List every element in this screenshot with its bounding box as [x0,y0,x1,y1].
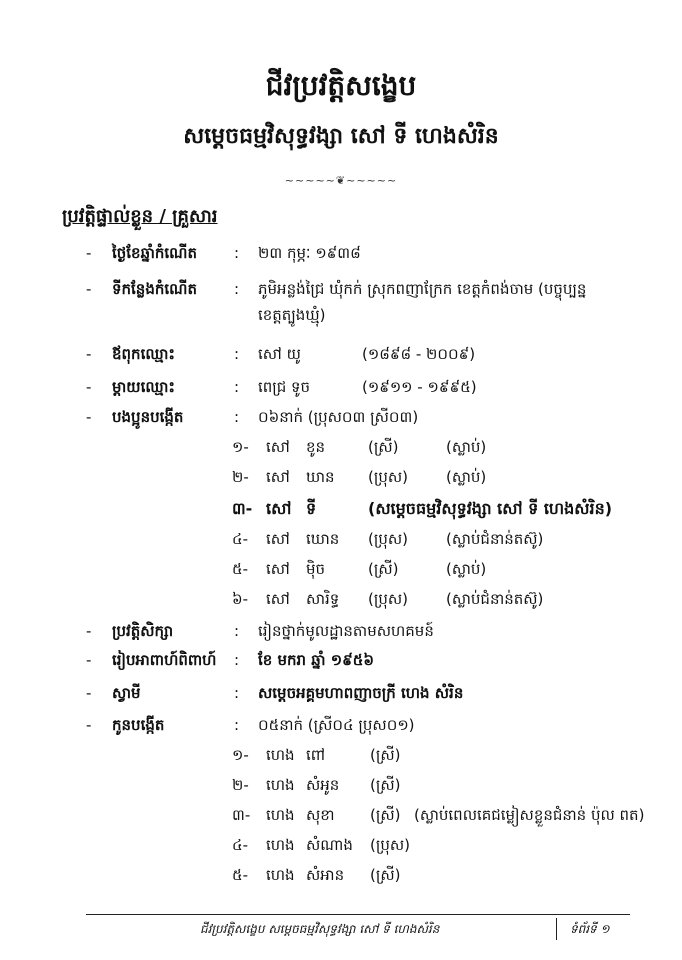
field-value: សៅ យូ [258,345,301,363]
sibling-given-name: ម៉ិច [306,560,326,578]
sibling-given-name: ទី [306,499,317,518]
sibling-sex: (ប្រុស) [368,590,408,608]
field-colon: : [234,345,240,363]
child-sex: (ប្រុស) [370,836,410,854]
sibling-row [0,438,682,464]
child-given-name: ពៅ [306,746,326,764]
field-label: កូនបង្កើត [112,716,165,734]
field-education [0,622,682,648]
bullet-dash: - [86,651,92,669]
field-father [0,345,682,371]
field-birth-place [0,280,682,306]
child-number: ៥- [232,866,249,884]
sibling-number: ៥- [232,560,249,578]
document-title: ជីវប្រវត្តិសង្ខេប [265,69,417,102]
sibling-given-name: ខូន [306,438,326,456]
field-birth-place-cont [0,306,682,332]
child-given-name: សំអូន [306,776,340,794]
child-given-name: សំអាន [306,866,345,884]
field-value: ០៥នាក់ (ស្រី០៤ ប្រុស០១) [258,716,415,734]
sibling-family-name: សៅ [266,530,290,548]
sibling-status: (ស្លាប់) [446,468,487,486]
sibling-sex: (ប្រុស) [368,468,408,486]
sibling-status: (ស្លាប់ជំនាន់តស៊ូ) [446,590,544,608]
field-years: (១៨៩៨ - ២០០៩) [362,345,476,363]
field-colon: : [234,684,240,702]
child-family-name: ហេង [266,776,295,794]
field-label: ម្តាយឈ្មោះ [112,378,175,396]
sibling-given-name: សារិទ្ធ [306,590,340,608]
sibling-number: ៣- [232,499,253,518]
footer-title: ជីវប្រវត្តិសង្ខេប សម្តេចធម្មវិសុទ្ធវង្សា សៅ ទី ហេងសំរិន [200,922,440,936]
sibling-given-name: ឃាន [306,468,335,486]
field-label: រៀបអាពាហ៍ពិពាហ៍ [112,651,217,669]
sibling-status: (ស្លាប់ជំនាន់តស៊ូ) [446,530,544,548]
sibling-number: ៤- [232,530,249,548]
footer-rule [86,914,630,915]
bullet-dash: - [86,378,92,396]
child-family-name: ហេង [266,866,295,884]
sibling-family-name: សៅ [266,560,290,578]
sibling-number: ១- [232,438,249,456]
footer-separator [556,918,557,940]
sibling-row [0,590,682,616]
field-colon: : [234,378,240,396]
sibling-title: (សម្តេចធម្មវិសុទ្ធវង្សា សៅ ទី ហេងសំរិន) [368,499,613,518]
sibling-family-name: សៅ [266,590,290,608]
child-sex: (ស្រី) [370,746,401,764]
child-sex: (ស្រី) [370,806,401,824]
field-value: រៀនថ្នាក់មូលដ្ឋានតាមសហគមន៍ [258,622,434,640]
sibling-family-name: សៅ [266,438,290,456]
child-given-name: សុខា [306,806,335,824]
field-value: ពេជ្រ ទូច [258,378,311,396]
sibling-row [0,530,682,556]
field-colon: : [234,408,240,426]
field-colon: : [234,244,240,262]
sibling-family-name: សៅ [266,499,292,518]
ornament-divider: ~~~~~❦~~~~~ [284,174,398,187]
field-birth-date [0,244,682,270]
child-family-name: ហេង [266,806,295,824]
child-number: ១- [232,746,249,764]
field-children [0,716,682,742]
child-row [0,806,682,832]
child-given-name: សំណាង [306,836,353,854]
field-value: ២៣ កុម្ភៈ ១៩៣៨ [258,244,361,262]
field-value-continued: ខេត្តត្បូងឃ្មុំ) [258,306,326,324]
field-value: ខែ មករា ឆ្នាំ ១៩៥៦ [258,651,375,669]
field-mother [0,378,682,404]
sibling-status: (ស្លាប់) [446,560,487,578]
child-number: ២- [232,776,249,794]
field-marriage [0,651,682,677]
bullet-dash: - [86,244,92,262]
bullet-dash: - [86,408,92,426]
child-number: ៤- [232,836,249,854]
sibling-number: ២- [232,468,249,486]
field-colon: : [234,716,240,734]
sibling-number: ៦- [232,590,249,608]
field-label: ថ្ងៃខែឆ្នាំកំណើត [112,244,197,262]
field-value: ភូមិអន្លង់ជ្រៃ ឃុំកក់ ស្រុកពញាក្រែក ខេត្តកំពង់ចាម (បច្ចុប្បន្ន [258,280,587,298]
field-value: សម្តេចអគ្គមហាពញាចក្រី ហេង សំរិន [258,684,464,702]
field-colon: : [234,622,240,640]
child-row [0,746,682,772]
child-row [0,866,682,892]
field-colon: : [234,280,240,298]
field-years: (១៩១១ - ១៩៩៥) [362,378,477,396]
bullet-dash: - [86,280,92,298]
sibling-row [0,468,682,494]
child-sex: (ស្រី) [370,776,401,794]
sibling-row [0,560,682,586]
bullet-dash: - [86,345,92,363]
field-label: ប្រវត្តិសិក្សា [112,622,174,640]
sibling-sex: (ប្រុស) [368,530,408,548]
child-row [0,776,682,802]
sibling-family-name: សៅ [266,468,290,486]
field-label: បងប្អូនបង្កើត [112,408,184,426]
child-number: ៣- [232,806,251,824]
section-heading: ប្រវត្តិផ្ទាល់ខ្លួន / គ្រួសារ [62,206,218,227]
sibling-sex: (ស្រី) [368,438,399,456]
sibling-sex: (ស្រី) [368,560,399,578]
bullet-dash: - [86,622,92,640]
field-label: ទីកន្លែងកំណើត [112,280,197,298]
sibling-given-name: ឃោន [306,530,340,548]
sibling-row-self [0,498,682,524]
field-colon: : [234,651,240,669]
child-row [0,836,682,862]
field-spouse [0,684,682,710]
field-label: ឪពុកឈ្មោះ [112,345,175,363]
footer-page-number: ទំព័រទី ១ [570,922,610,936]
bullet-dash: - [86,716,92,734]
child-note: (ស្លាប់ពេលគេជម្លៀសខ្លួនជំនាន់ ប៉ុល ពត) [414,806,645,824]
field-siblings [0,408,682,434]
document-subtitle: សម្តេចធម្មវិសុទ្ធវង្សា សៅ ទី ហេងសំរិន [183,124,499,149]
bullet-dash: - [86,684,92,702]
child-family-name: ហេង [266,836,295,854]
child-sex: (ស្រី) [370,866,401,884]
field-label: ស្វាមី [112,684,141,702]
field-value: ០៦នាក់ (ប្រុស០៣ ស្រី០៣) [258,408,419,426]
sibling-status: (ស្លាប់) [446,438,487,456]
child-family-name: ហេង [266,746,295,764]
